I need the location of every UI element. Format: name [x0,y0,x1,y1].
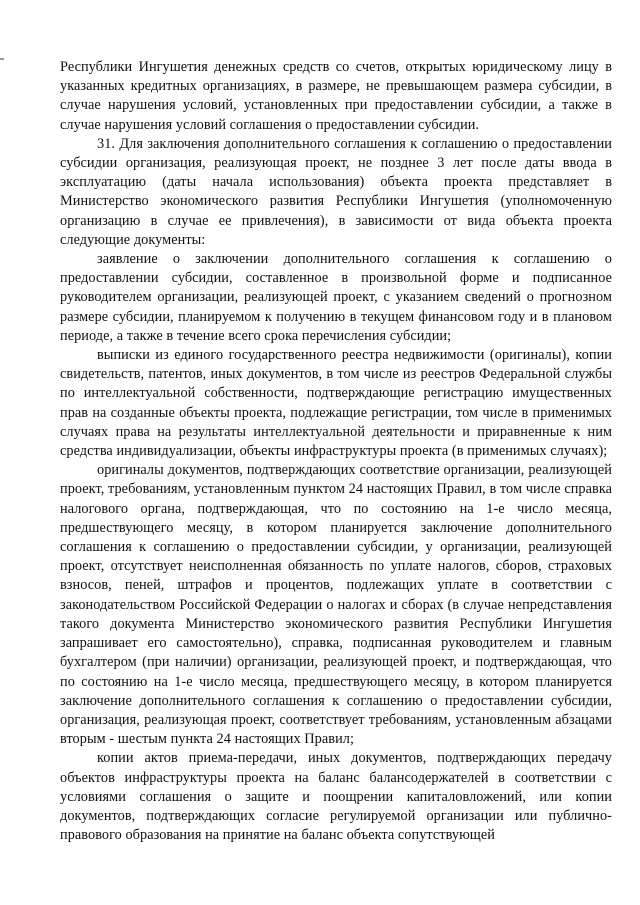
document-page [60,58,612,845]
paragraph-transfer-acts-item: копии актов приема-передачи, иных документов, подтверждающих передачу объектов инфраструктуры проекта на баланс балансодержателей в соответствии с условиями соглашения о защите и поощрении капиталовложений, или копии документов, подтверждающих согласие регулируемой организации или публично-правового образования на принятие на баланс объекта сопутствующей [60,750,612,844]
paragraph-registry-extracts-item: выписки из единого государственного реестра недвижимости (оригиналы), копии свидетельств, патентов, иных документов, в том числе из реестров Федеральной службы по интеллектуальной собственности, подтверждающие регистрацию имущественных прав на созданные объекты проекта, подлежащие регистрации, том числе в применимых случаях права на результаты интеллектуальной деятельности и приравненные к ним средства индивидуализации, объекты инфраструктуры проекта (в применимых случаях); [60,347,612,460]
paragraph-continuation: Республики Ингушетия денежных средств со счетов, открытых юридическому лицу в указанных кредитных организациях, в размере, не превышающем размера субсидии, в случае нарушения условий, установленных при предоставлении субсидии, а также в случае нарушения условий соглашения о предоставлении субсидии. [60,59,612,133]
scan-edge-mark [0,58,4,60]
paragraph-application-item: заявление о заключении дополнительного соглашения к соглашению о предоставлении субсидии, составленное в произвольной форме и подписанное руководителем организации, реализующей проект, с указанием сведений о прогнозном размере субсидии, планируемом к получению в текущем финансовом году и в плановом периоде, а также в течение всего срока перечисления субсидии; [60,251,612,344]
paragraph-original-documents-item: оригиналы документов, подтверждающих соответствие организации, реализующей проект, требованиям, установленным пунктом 24 настоящих Правил, в том числе справка налогового органа, подтверждающая, что по состоянию на 1-е число месяца, предшествующего месяцу, в котором планируется заключение дополнительного соглашения к соглашению о предоставлении субсидии, у организации, реализующей проект, отсутствует неисполненная обязанность по уплате налогов, сборов, страховых взносов, пеней, штрафов и процентов, подлежащих уплате в соответствии с законодательством Российской Федерации о налогах и сборах (в случае непредставления такого документа Министерство экономического развития Республики Ингушетия запрашивает его самостоятельно), справка, подписанная руководителем и главным бухгалтером (при наличии) организации, реализующей проект, и подтверждающая, что по состоянию на 1-е число месяца, предшествующего месяцу, в котором планируется заключение дополнительного соглашения к соглашению о предоставлении субсидии, организация, реализующая проект, соответствует требованиям, установленным абзацами вторым - шестым пункта 24 настоящих Правил; [60,462,612,748]
paragraph-clause-31: 31. Для заключения дополнительного соглашения к соглашению о предоставлении субсидии организация, реализующая проект, не позднее 3 лет после даты ввода в эксплуатацию (даты начала использования) объекта проекта представляет в Министерство экономического развития Республики Ингушетия (уполномоченную организацию в случае ее привлечения), в зависимости от вида объекта проекта следующие документы: [60,135,612,248]
